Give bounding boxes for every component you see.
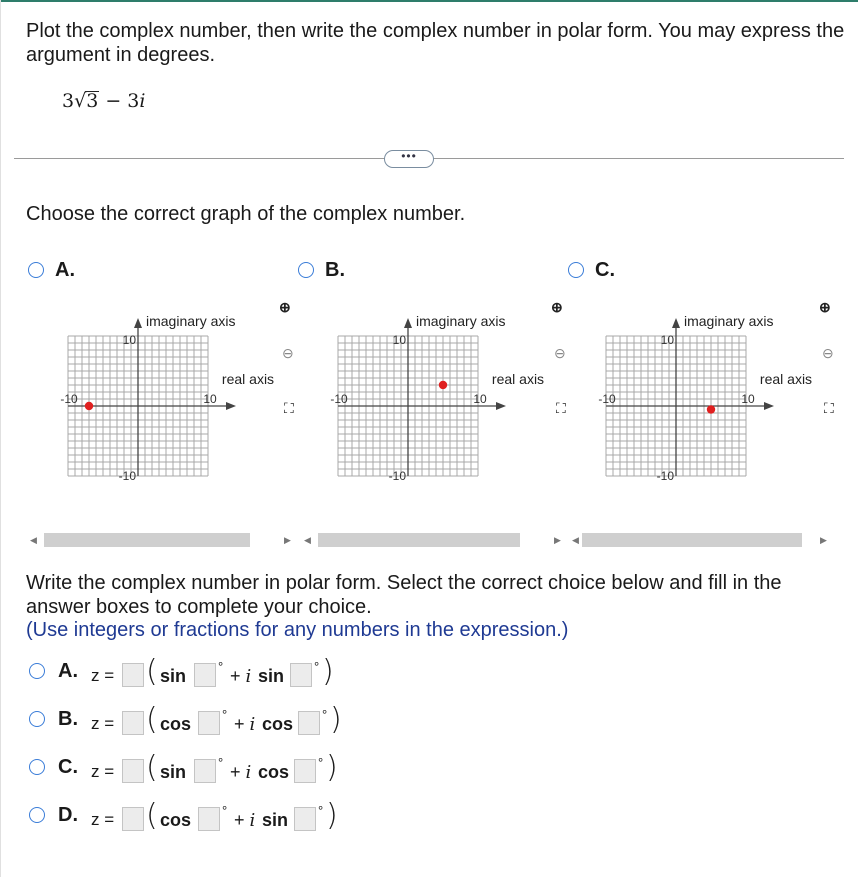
scroll-left-icon[interactable]: ◀ xyxy=(572,535,579,545)
trig-fn-1: sin xyxy=(160,666,187,686)
tick-label-top: 10 xyxy=(660,333,674,347)
tick-label-right: 10 xyxy=(203,392,217,406)
zoom-out-icon-b[interactable]: ⊖ xyxy=(554,345,566,361)
tick-label-left: -10 xyxy=(330,392,348,406)
choice-c-label: C. xyxy=(58,756,78,778)
scrollbar-b[interactable] xyxy=(302,533,570,547)
angle-input-2[interactable] xyxy=(290,663,312,687)
real-axis-arrow xyxy=(496,402,506,410)
trig-fn-1: cos xyxy=(160,810,192,830)
option-c-label: C. xyxy=(595,259,615,281)
expand-more-button[interactable]: ••• xyxy=(384,150,434,168)
scroll-left-icon[interactable]: ◀ xyxy=(304,535,311,545)
imaginary-axis-label: imaginary axis xyxy=(416,313,506,329)
z-equals: z = xyxy=(91,714,115,733)
choice-c xyxy=(26,750,586,794)
radio-option-a[interactable] xyxy=(28,262,44,278)
choice-b-label: B. xyxy=(58,708,78,730)
open-paren: ( xyxy=(146,702,158,737)
scroll-right-icon[interactable]: ▶ xyxy=(554,535,561,545)
part1-prompt: Choose the correct graph of the complex number. xyxy=(26,203,466,225)
angle-input-2[interactable] xyxy=(294,807,316,831)
tick-label-left: -10 xyxy=(60,392,78,406)
trig-fn-2: cos xyxy=(258,762,290,782)
tick-label-left: -10 xyxy=(598,392,616,406)
modulus-input[interactable] xyxy=(122,807,144,831)
scroll-right-icon[interactable]: ▶ xyxy=(820,535,827,545)
tick-label-top: 10 xyxy=(122,333,136,347)
enlarge-icon-a[interactable]: ⛶ xyxy=(284,400,294,416)
z-equals: z = xyxy=(91,762,115,781)
trig-fn-2: sin xyxy=(262,810,289,830)
close-paren: ) xyxy=(322,654,334,689)
angle-input-1[interactable] xyxy=(194,759,216,783)
graph-option-c[interactable] xyxy=(588,300,820,500)
angle-input-2[interactable] xyxy=(298,711,320,735)
degree-symbol: ° xyxy=(218,755,224,770)
plus-i: + i xyxy=(234,714,256,735)
tick-label-bottom: -10 xyxy=(388,469,406,483)
trig-fn-1: cos xyxy=(160,714,192,734)
zoom-out-icon-c[interactable]: ⊖ xyxy=(822,345,834,361)
radio-choice-a[interactable] xyxy=(29,663,45,679)
trig-fn-1: sin xyxy=(160,762,187,782)
plus-i: + i xyxy=(234,810,256,831)
plus-i: + i xyxy=(230,666,252,687)
scrollbar-a[interactable] xyxy=(26,533,298,547)
degree-symbol: ° xyxy=(222,707,228,722)
tick-label-bottom: -10 xyxy=(118,469,136,483)
tick-label-right: 10 xyxy=(741,392,755,406)
modulus-input[interactable] xyxy=(122,711,144,735)
plotted-point xyxy=(439,381,447,389)
plotted-point xyxy=(85,402,93,410)
degree-symbol: ° xyxy=(218,659,224,674)
degree-symbol: ° xyxy=(318,755,324,770)
complex-expression: 3√3 − 3i xyxy=(62,90,146,112)
choice-b xyxy=(26,702,586,746)
degree-symbol: ° xyxy=(318,803,324,818)
radio-choice-d[interactable] xyxy=(29,807,45,823)
graph-option-b[interactable] xyxy=(320,300,552,500)
modulus-input[interactable] xyxy=(122,759,144,783)
left-border xyxy=(0,0,1,877)
real-axis-arrow xyxy=(764,402,774,410)
imaginary-axis-arrow xyxy=(404,318,412,328)
option-a-label: A. xyxy=(55,259,75,281)
real-axis-label: real axis xyxy=(491,371,545,387)
close-paren: ) xyxy=(326,750,338,785)
radio-choice-b[interactable] xyxy=(29,711,45,727)
part2-hint: (Use integers or fractions for any numbers in the expression.) xyxy=(26,619,569,641)
scrollbar-c[interactable] xyxy=(570,533,832,547)
degree-symbol: ° xyxy=(322,707,328,722)
close-paren: ) xyxy=(326,798,338,833)
real-axis-label: real axis xyxy=(759,371,813,387)
scroll-thumb[interactable] xyxy=(44,533,250,547)
choice-a-label: A. xyxy=(58,660,78,682)
open-paren: ( xyxy=(146,654,158,689)
scroll-right-icon[interactable]: ▶ xyxy=(284,535,291,545)
real-axis-arrow xyxy=(226,402,236,410)
graph-option-a[interactable] xyxy=(50,300,282,500)
trig-fn-2: cos xyxy=(262,714,294,734)
tick-label-top: 10 xyxy=(392,333,406,347)
part2-prompt: Write the complex number in polar form. Select the correct choice below and fill in the answer boxes to complete your choice. xyxy=(26,572,782,618)
open-paren: ( xyxy=(146,798,158,833)
radio-choice-c[interactable] xyxy=(29,759,45,775)
option-b-label: B. xyxy=(325,259,345,281)
plus-i: + i xyxy=(230,762,252,783)
tick-label-right: 10 xyxy=(473,392,487,406)
enlarge-icon-b[interactable]: ⛶ xyxy=(556,400,566,416)
z-equals: z = xyxy=(91,666,115,685)
radio-option-c[interactable] xyxy=(568,262,584,278)
zoom-in-icon-a[interactable]: ⊕ xyxy=(279,299,291,315)
open-paren: ( xyxy=(146,750,158,785)
top-accent-line xyxy=(0,0,858,2)
close-paren: ) xyxy=(330,702,342,737)
enlarge-icon-c[interactable]: ⛶ xyxy=(824,400,834,416)
imaginary-axis-label: imaginary axis xyxy=(684,313,774,329)
degree-symbol: ° xyxy=(314,659,320,674)
zoom-in-icon-b[interactable]: ⊕ xyxy=(551,299,563,315)
angle-input-1[interactable] xyxy=(198,711,220,735)
radio-option-b[interactable] xyxy=(298,262,314,278)
angle-input-1[interactable] xyxy=(198,807,220,831)
zoom-out-icon-a[interactable]: ⊖ xyxy=(282,345,294,361)
tick-label-bottom: -10 xyxy=(656,469,674,483)
z-equals: z = xyxy=(91,810,115,829)
angle-input-2[interactable] xyxy=(294,759,316,783)
scroll-thumb[interactable] xyxy=(318,533,520,547)
question-text: Plot the complex number, then write the complex number in polar form. You may express the argument in degrees. xyxy=(26,20,845,66)
choice-d-label: D. xyxy=(58,804,78,826)
choice-d xyxy=(26,798,586,842)
zoom-in-icon-c[interactable]: ⊕ xyxy=(819,299,831,315)
scroll-thumb[interactable] xyxy=(582,533,802,547)
choice-a xyxy=(26,654,586,698)
degree-symbol: ° xyxy=(222,803,228,818)
imaginary-axis-arrow xyxy=(672,318,680,328)
scroll-left-icon[interactable]: ◀ xyxy=(30,535,37,545)
imaginary-axis-label: imaginary axis xyxy=(146,313,236,329)
modulus-input[interactable] xyxy=(122,663,144,687)
trig-fn-2: sin xyxy=(258,666,285,686)
angle-input-1[interactable] xyxy=(194,663,216,687)
plotted-point xyxy=(707,405,715,413)
real-axis-label: real axis xyxy=(221,371,275,387)
imaginary-axis-arrow xyxy=(134,318,142,328)
